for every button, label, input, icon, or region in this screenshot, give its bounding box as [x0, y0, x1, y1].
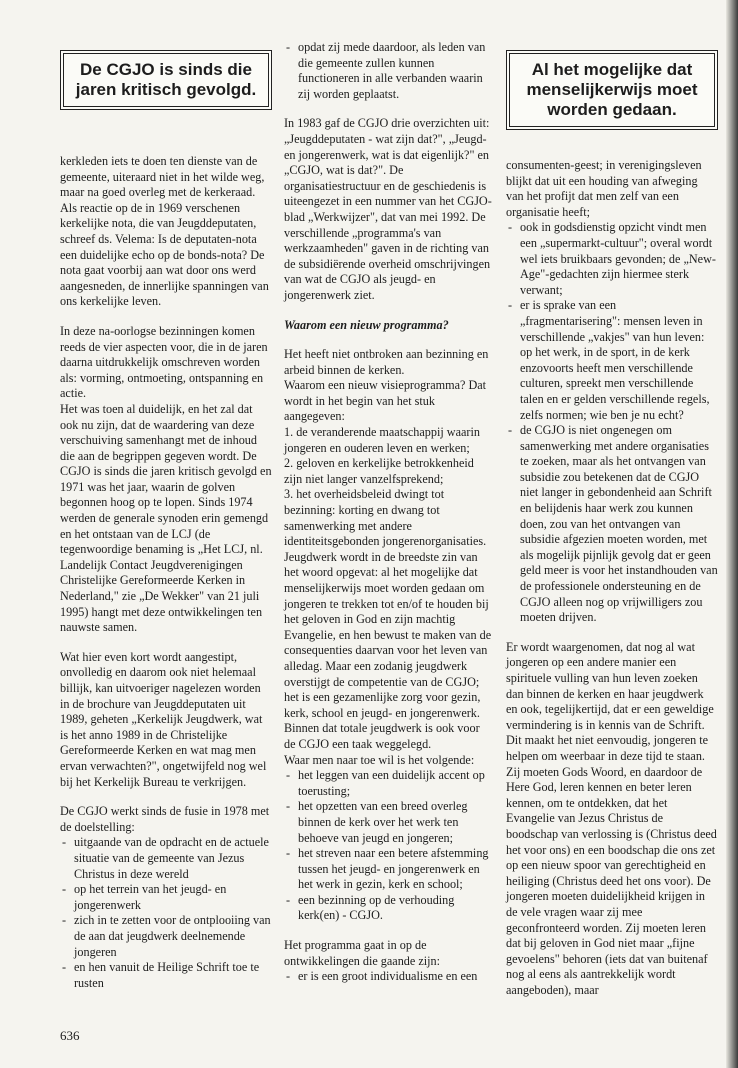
list-item: - op het terrein van het jeugd- en jongerenwerk	[60, 882, 272, 913]
paragraph: Wat hier even kort wordt aangestipt, onvolledig en daarom ook niet helemaal billijk, kan uitvoeriger nagelezen worden in de brochure van Jeugddeputaten uit 1989, geheten „Kerkelijk Jeugdwerk, wat is het anno 1989 in de Christelijke Gereformeerde Kerken en wat mag men ervan verwachten?", ongetwijfeld nog wel bij het Kerkelijk Bureau te verkrijgen.	[60, 649, 267, 789]
list-item: - uitgaande van de opdracht en de actuele situatie van de gemeente van Jezus Christus in deze wereld	[60, 835, 272, 882]
list-item: - het streven naar een betere afstemming tussen het jeugd- en jongerenwerk en het werk in gezin, kerk en school;	[284, 846, 494, 893]
paragraph: Het was toen al duidelijk, en het zal dat ook nu zijn, dat de waardering van deze verschuiving samenhangt met de inhoud die aan de begrippen gegeven wordt. De CGJO is sinds die jaren kritisch gevolgd en 1971 was het jaar, waarin de golven begonnen hoog op te lopen. Sinds 1974 werden de generale synoden erin gemengd en het ontstaan van de LCJ (de tegenwoordige benaming is „Het LCJ, nl. Landelijk Contact Jeugdverenigingen Christelijke Gereformeerde Kerken in Nederland," zie „De Wekker" van 21 juli 1995) hangt met deze ontwikkelingen ten nauwste samen.	[60, 401, 272, 635]
list-item: - een bezinning op de verhouding kerk(en) - CGJO.	[284, 893, 494, 924]
goals-list-continued	[284, 40, 494, 102]
paragraph: consumenten-geest; in verenigingsleven blijkt dat uit een houding van afweging van het profijt dat men zelf van een organisatie heeft;	[506, 158, 702, 219]
developments-list-continued	[506, 220, 718, 625]
list-item: - en hen vanuit de Heilige Schrift toe te rusten	[60, 960, 272, 991]
list-item: - er is sprake van een „fragmentarisering": mensen leven in verschillende „vakjes" van hun leven: op het werk, in de sport, in de kerk enzovoorts heeft men verschillende culturen, spreekt men verschillende talen en er gelden verschillende regels, zelfs normen; wie ben je nu echt?	[506, 298, 718, 423]
column-3	[506, 50, 718, 1012]
paragraph: Het heeft niet ontbroken aan bezinning en arbeid binnen de kerken.	[284, 347, 489, 377]
paragraph: De CGJO werkt sinds de fusie in 1978 met de doelstelling:	[60, 804, 270, 834]
pull-quote-1-text: De CGJO is sinds die jaren kritisch gevolgd.	[63, 53, 269, 107]
list-item: - zich in te zetten voor de ontplooiing van de aan dat jeugdwerk deelnemende jongeren	[60, 913, 272, 960]
pull-quote-2	[506, 50, 718, 130]
list-item: - er is een groot individualisme en een	[284, 969, 494, 985]
page-binding-edge	[726, 0, 738, 1068]
section-heading: Waarom een nieuw programma?	[284, 317, 449, 332]
paragraph: Jeugdwerk wordt in de breedste zin van het woord opgevat: al het mogelijke dat menselijkerwijs moet worden gedaan om jongeren te trekken tot en/of te houden bij het geloven in God en zijn machtig Evangelie, en hen bewust te maken van de consequenties daarvan voor het leven van alledag. Maar een zodanig jeugdwerk overstijgt de competentie van de CGJO; het is een gezamenlijke zorg voor gezin, kerk, school en jeugd- en jongerenwerk. Binnen dat totale jeugdwerk is ook voor de CGJO een taak weggelegd.	[284, 549, 492, 751]
paragraph: In 1983 gaf de CGJO drie overzichten uit: „Jeugddeputaten - wat zijn dat?", „Jeugd- en jongerenwerk, wat is dat eigenlijk?" en „CGJO, wat is dat?". De organisatiestructuur en de geschiedenis is uiteengezet in een nummer van het CGJO-blad „Werkwijzer", dat van mei 1992. De verschillende „programma's van werkzaamheden" gaven in de richting van de subsidiërende overheid omschrijvingen van wat de CGJO als jeugd- en jongerenwerk ziet.	[284, 116, 492, 302]
developments-list	[284, 969, 494, 985]
column-2	[284, 40, 494, 999]
list-item: - de CGJO is niet ongenegen om samenwerking met andere organisaties te zoeken, maar als het ontvangen van subsidie zou betekenen dat de CGJO niet langer in gebondenheid aan Schrift en belijdenis haar werk zou kunnen doen, zou van het ontvangen van subsidie afgezien moeten worden, met als mogelijk pijnlijk gevolg dat er geen geld meer is voor het instandhouden van de professionele ondersteuning en de CGJO alleen nog op vrijwilligers zou moeten drijven.	[506, 423, 718, 626]
paragraph: Het programma gaat in op de ontwikkelingen die gaande zijn:	[284, 938, 441, 968]
pull-quote-2-text: Al het mogelijke dat menselijkerwijs moet worden gedaan.	[509, 53, 715, 127]
numbered-item: 2. geloven en kerkelijke betrokkenheid zijn niet langer vanzelfsprekend;	[284, 456, 474, 486]
paragraph: Er wordt waargenomen, dat nog al wat jongeren op een andere manier een spirituele vulling van hun leven zoeken dan binnen de kerken en haar jeugdwerk en ook, tegelijkertijd, dat er een geweldige vermindering is in kennis van de Schrift. Dit maakt het niet eenvoudig, jongeren te helpen om weerbaar in deze tijd te staan. Zij moeten Gods Woord, en daardoor de Here God, leren kennen en beter leren kennen, om te ontdekken, dat het Evangelie van Jezus Christus de boodschap van verlossing is (Christus deed het voor ons) en een boodschap die ons zet op een nieuw spoor van gerechtigheid en heiliging (Christus deed het ons voor). De jongeren moeten duidelijkheid krijgen in de vele vragen waar zij mee geconfronteerd worden. Zij moeten leren dat bij geloven in God niet maar „fijne gevoelens" behoren (iets dat van buitenaf nog al eens als aantrekkelijk wordt aangeboden), maar	[506, 639, 717, 997]
numbered-item: 1. de veranderende maatschappij waarin jongeren en ouderen leven en werken;	[284, 425, 480, 455]
page-number: 636	[60, 1028, 80, 1043]
pull-quote-1	[60, 50, 272, 110]
paragraph: In deze na-oorlogse bezinningen komen reeds de vier aspecten voor, die in de jaren daarna uitdrukkelijk omschreven worden als: vorming, ontmoeting, ontspanning en actie.	[60, 323, 268, 401]
paragraph: Waar men naar toe wil is het volgende:	[284, 752, 475, 767]
aims-list	[284, 768, 494, 924]
list-item: - het leggen van een duidelijk accent op toerusting;	[284, 768, 494, 799]
numbered-item: 3. het overheidsbeleid dwingt tot bezinning: korting en dwang tot samenwerking met andere identiteitsgebonden jongerenorganisaties.	[284, 487, 487, 549]
list-item: - ook in godsdienstig opzicht vindt men een „supermarkt-cultuur"; overal wordt wel iets bruikbaars gevonden; de „New-Age"-gedachten zijn hiermee sterk verwant;	[506, 220, 718, 298]
paragraph: Waarom een nieuw visieprogramma? Dat wordt in het begin van het stuk aangegeven:	[284, 378, 487, 424]
paragraph: kerkleden iets te doen ten dienste van de gemeente, uiteraard niet in het wilde weg, maar na goed overleg met de kerkeraad. Als reactie op de in 1969 verschenen kerkelijke nota, die van Jeugddeputaten, schreef ds. Velema: Is de deputaten-nota een duidelijke echo op de bonds-nota? De nota gaat voorbij aan wat door ons werd aangesneden, de innerlijke spanningen van ons kerkelijke leven.	[60, 154, 269, 309]
goals-list	[60, 835, 272, 991]
column-1	[60, 38, 272, 1005]
list-item: - het opzetten van een breed overleg binnen de kerk over het werk ten behoeve van jeugd en jongeren;	[284, 799, 494, 846]
list-item: - opdat zij mede daardoor, als leden van die gemeente zullen kunnen functioneren in alle verbanden waarin zij worden geplaatst.	[284, 40, 494, 102]
